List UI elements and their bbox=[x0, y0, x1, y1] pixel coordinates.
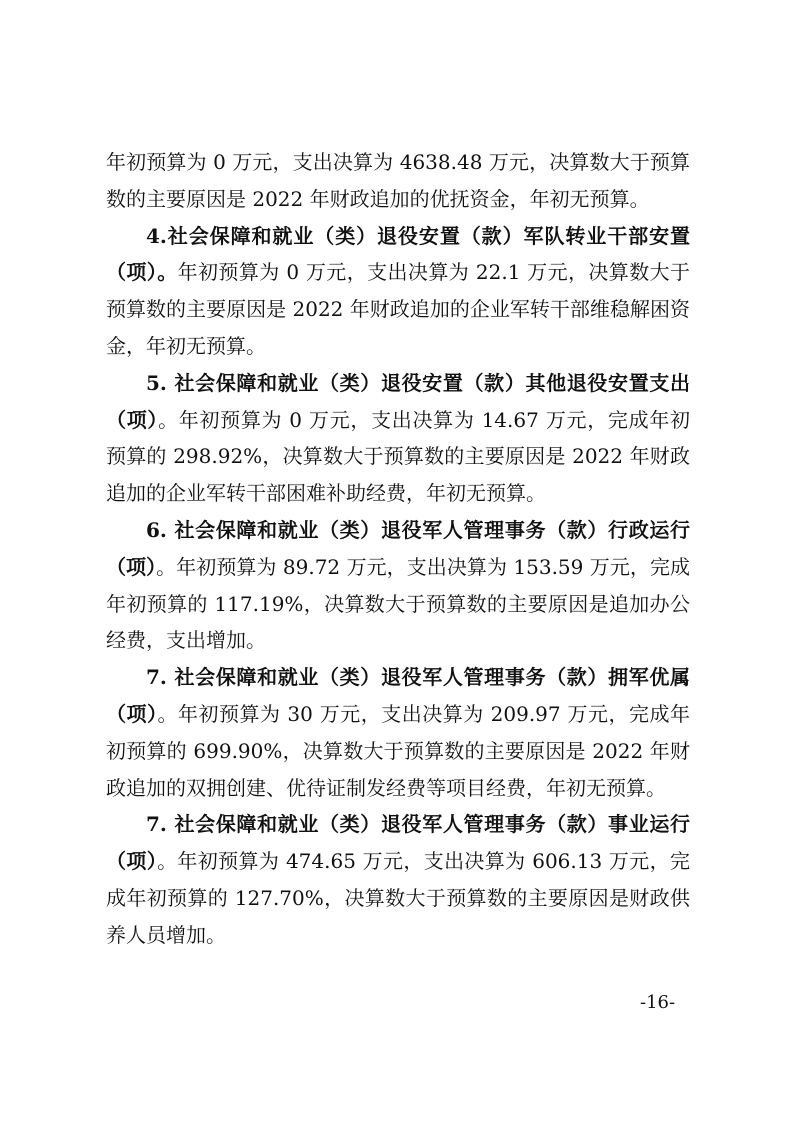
paragraph-heading: 4.社会保障和就业（类）退役安置（款）军队转业干部安置（项）。 bbox=[106, 223, 690, 285]
body-text bbox=[106, 144, 690, 954]
page-number: -16- bbox=[640, 992, 676, 1013]
paragraph-text: 。年初预算为 30 万元，支出决算为 209.97 万元，完成年初预算的 699.90%，决算数大于预算数的主要原因是 2022 年财政追加的双拥创建、优待证制发经费等项目经费，年初无预算。 bbox=[106, 701, 691, 800]
paragraph-text: 年初预算为 0 万元，支出决算为 22.1 万元，决算数大于预算数的主要原因是 2022 年财政追加的企业军转干部维稳解困资金，年初无预算。 bbox=[106, 260, 691, 358]
paragraph-item-7b bbox=[106, 806, 690, 953]
paragraph-text: 年初预算为 0 万元，支出决算为 4638.48 万元，决算数大于预算数的主要原因是 2022 年财政追加的优抚资金，年初无预算。 bbox=[106, 150, 690, 211]
paragraph-item-4 bbox=[106, 218, 690, 365]
paragraph-heading: 5. 社会保障和就业（类）退役安置（款）其他退役安置支出（项） bbox=[106, 370, 690, 432]
paragraph-text: 。年初预算为 474.65 万元，支出决算为 606.13 万元，完成年初预算的 127.70%，决算数大于预算数的主要原因是财政供养人员增加。 bbox=[106, 849, 691, 947]
paragraph-item-7a bbox=[106, 659, 690, 806]
paragraph-item-6 bbox=[106, 512, 690, 659]
paragraph-heading: 7. 社会保障和就业（类）退役军人管理事务（款）拥军优属（项） bbox=[106, 665, 690, 726]
paragraph-text: 。年初预算为 89.72 万元，支出决算为 153.59 万元，完成年初预算的 117.19%，决算数大于预算数的主要原因是追加办公经费，支出增加。 bbox=[106, 554, 691, 653]
paragraph-item-5 bbox=[106, 365, 690, 512]
paragraph-text: 。年初预算为 0 万元，支出决算为 14.67 万元，完成年初预算的 298.92%，决算数大于预算数的主要原因是 2022 年财政追加的企业军转干部困难补助经费，年初无预算。 bbox=[106, 407, 691, 506]
paragraph-heading: 6. 社会保障和就业（类）退役军人管理事务（款）行政运行（项） bbox=[106, 517, 690, 579]
paragraph-heading: 7. 社会保障和就业（类）退役军人管理事务（款）事业运行（项） bbox=[106, 812, 690, 874]
paragraph-continuation bbox=[106, 144, 690, 218]
